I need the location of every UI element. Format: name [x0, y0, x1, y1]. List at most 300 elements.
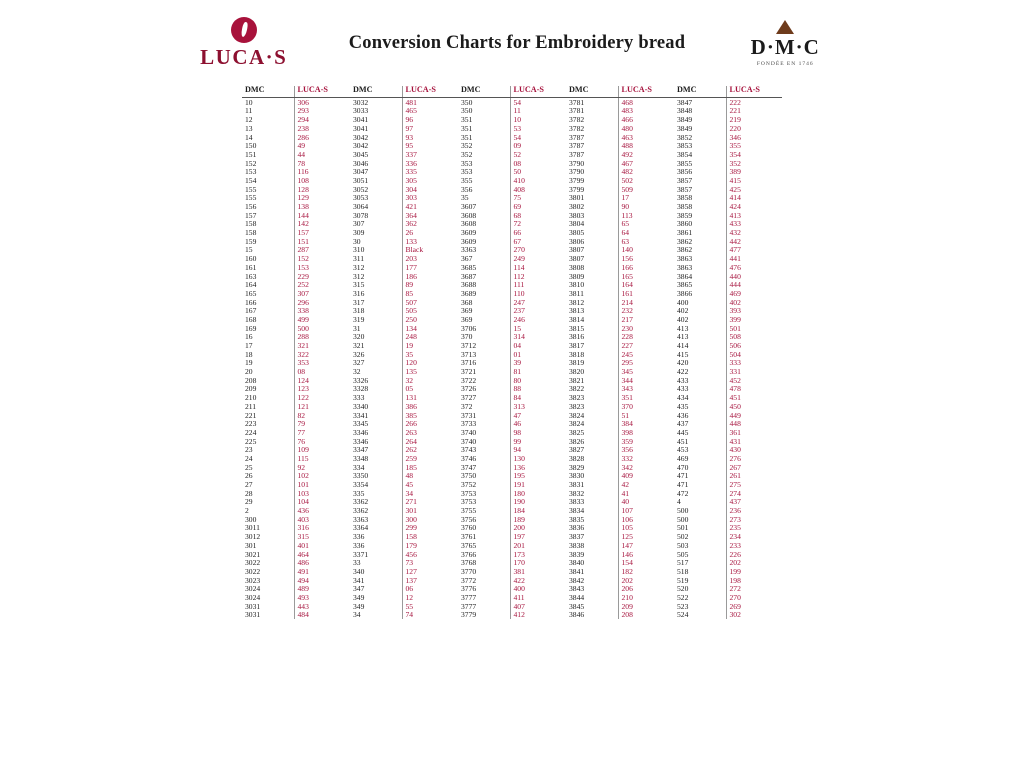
cell-lucas-code: 441 — [726, 255, 782, 264]
cell-lucas-code: 144 — [294, 211, 350, 220]
cell-lucas-code: 505 — [402, 307, 458, 316]
cell-dmc-code: 150 — [245, 141, 257, 151]
table-row — [242, 507, 782, 516]
cell-dmc-code: 3041 — [353, 115, 369, 125]
cell-dmc-code: 3863 — [677, 254, 693, 264]
cell-dmc-code: 19 — [245, 358, 253, 368]
cell-dmc-code: 3362 — [353, 506, 369, 516]
cell-dmc-code: 3790 — [569, 158, 585, 168]
cell-lucas-code: 385 — [402, 411, 458, 420]
cell-dmc-code: 413 — [677, 332, 689, 342]
cell-dmc-code: 470 — [677, 462, 689, 472]
cell-lucas-code: 351 — [618, 394, 674, 403]
cell-dmc-code: 3820 — [569, 367, 585, 377]
cell-lucas-code: 464 — [294, 550, 350, 559]
cell-lucas-code: 338 — [294, 307, 350, 316]
cell-dmc-code: 3819 — [569, 358, 585, 368]
cell-dmc-code: 163 — [245, 271, 257, 281]
cell-lucas-code: 173 — [510, 550, 566, 559]
cell-lucas-code: 501 — [726, 324, 782, 333]
cell-lucas-code: 94 — [510, 446, 566, 455]
cell-dmc-code: 12 — [245, 115, 253, 125]
cell-dmc-code: 3845 — [569, 601, 585, 611]
cell-lucas-code: 98 — [510, 428, 566, 437]
cell-dmc-code: 3828 — [569, 453, 585, 463]
cell-lucas-code: 431 — [726, 437, 782, 446]
cell-dmc-code: 3024 — [245, 592, 261, 602]
cell-lucas-code: 296 — [294, 298, 350, 307]
cell-dmc-code: 211 — [245, 401, 257, 411]
cell-dmc-code: 3740 — [461, 427, 477, 437]
cell-dmc-code: 340 — [353, 566, 365, 576]
cell-lucas-code: 04 — [510, 341, 566, 350]
cell-dmc-code: 349 — [353, 592, 365, 602]
cell-lucas-code: 477 — [726, 246, 782, 255]
cell-lucas-code: 414 — [726, 194, 782, 203]
cell-dmc-code: 3807 — [569, 245, 585, 255]
cell-dmc-code: 3608 — [461, 210, 477, 220]
cell-dmc-code: 3844 — [569, 592, 585, 602]
cell-dmc-code: 160 — [245, 254, 257, 264]
cell-dmc-code: 168 — [245, 314, 257, 324]
table-row — [242, 515, 782, 524]
cell-dmc-code: 327 — [353, 358, 365, 368]
cell-dmc-code: 3804 — [569, 219, 585, 229]
cell-lucas-code: 84 — [510, 394, 566, 403]
cell-lucas-code: 199 — [726, 567, 782, 576]
cell-dmc-code: 3858 — [677, 202, 693, 211]
cell-dmc-code: 16 — [245, 332, 253, 342]
cell-dmc-code: 415 — [677, 349, 689, 359]
cell-dmc-code: 472 — [677, 488, 689, 498]
cell-dmc-code: 3863 — [677, 262, 693, 272]
cell-dmc-code: 3042 — [353, 132, 369, 142]
cell-dmc-code: 3733 — [461, 419, 477, 429]
cell-lucas-code: 463 — [618, 133, 674, 142]
cell-dmc-code: 524 — [677, 610, 689, 620]
table-row — [242, 150, 782, 159]
cell-dmc-code: 23 — [245, 445, 253, 455]
table-row — [242, 385, 782, 394]
cell-dmc-code: 3848 — [677, 106, 693, 116]
cell-lucas-code: 384 — [618, 420, 674, 429]
table-row — [242, 350, 782, 359]
cell-lucas-code: 502 — [618, 176, 674, 185]
cell-lucas-code: 156 — [618, 255, 674, 264]
cell-dmc-code: 3609 — [461, 236, 477, 246]
cell-dmc-code: 3726 — [461, 384, 477, 394]
cell-dmc-code: 3772 — [461, 575, 477, 585]
column-header-dmc-3: DMC — [458, 86, 510, 98]
cell-dmc-code: 3609 — [461, 228, 477, 238]
cell-lucas-code: 331 — [726, 368, 782, 377]
cell-lucas-code: 125 — [618, 533, 674, 542]
cell-lucas-code: 203 — [402, 255, 458, 264]
cell-lucas-code: 307 — [294, 289, 350, 298]
cell-lucas-code: 248 — [402, 333, 458, 342]
table-row — [242, 420, 782, 429]
cell-dmc-code: 307 — [353, 219, 365, 229]
cell-lucas-code: 492 — [618, 150, 674, 159]
cell-dmc-code: 3766 — [461, 549, 477, 559]
cell-lucas-code: 342 — [618, 463, 674, 472]
cell-dmc-code: 3608 — [461, 219, 477, 229]
cell-lucas-code: 186 — [402, 272, 458, 281]
table-row — [242, 307, 782, 316]
cell-lucas-code: 92 — [294, 463, 350, 472]
cell-lucas-code: 235 — [726, 524, 782, 533]
cell-lucas-code: 226 — [726, 550, 782, 559]
cell-lucas-code: 506 — [726, 341, 782, 350]
cell-lucas-code: 316 — [294, 524, 350, 533]
cell-lucas-code: 344 — [618, 376, 674, 385]
cell-lucas-code: 468 — [618, 98, 674, 107]
cell-dmc-code: 519 — [677, 575, 689, 585]
cell-lucas-code: 401 — [294, 541, 350, 550]
cell-dmc-code: 34 — [353, 610, 361, 620]
cell-dmc-code: 3790 — [569, 167, 585, 177]
cell-dmc-code: 3722 — [461, 375, 477, 385]
table-row — [242, 567, 782, 576]
cell-lucas-code: 230 — [618, 324, 674, 333]
cell-lucas-code: 115 — [294, 454, 350, 463]
cell-dmc-code: 3835 — [569, 514, 585, 524]
table-row — [242, 315, 782, 324]
cell-dmc-code: 3810 — [569, 280, 585, 290]
cell-dmc-code: 471 — [677, 471, 689, 481]
cell-lucas-code: 228 — [618, 333, 674, 342]
table-row — [242, 211, 782, 220]
cell-dmc-code: 341 — [353, 575, 365, 585]
cell-dmc-code: 367 — [461, 254, 473, 264]
cell-dmc-code: 29 — [245, 497, 253, 507]
cell-dmc-code: 3607 — [461, 202, 477, 211]
cell-dmc-code: 159 — [245, 236, 257, 246]
cell-dmc-code: 31 — [353, 323, 361, 333]
cell-lucas-code: 400 — [510, 585, 566, 594]
cell-dmc-code: 3716 — [461, 358, 477, 368]
cell-lucas-code: 170 — [510, 559, 566, 568]
cell-lucas-code: 448 — [726, 420, 782, 429]
cell-dmc-code: 3836 — [569, 523, 585, 533]
cell-dmc-code: 300 — [245, 514, 257, 524]
cell-dmc-code: 3052 — [353, 184, 369, 194]
cell-lucas-code: 108 — [294, 176, 350, 185]
cell-lucas-code: 233 — [726, 541, 782, 550]
cell-lucas-code: 161 — [618, 289, 674, 298]
cell-dmc-code: 3031 — [245, 601, 261, 611]
column-header-dmc-2: DMC — [350, 86, 402, 98]
cell-lucas-code: 219 — [726, 116, 782, 125]
cell-dmc-code: 3731 — [461, 410, 477, 420]
cell-dmc-code: 3837 — [569, 532, 585, 542]
cell-dmc-code: 3776 — [461, 584, 477, 594]
cell-dmc-code: 155 — [245, 184, 257, 194]
cell-dmc-code: 2 — [245, 506, 249, 516]
cell-dmc-code: 3843 — [569, 584, 585, 594]
cell-dmc-code: 471 — [677, 480, 689, 489]
cell-dmc-code: 520 — [677, 584, 689, 594]
cell-dmc-code: 3831 — [569, 480, 585, 489]
conversion-table-wrap — [242, 86, 782, 619]
cell-lucas-code: 06 — [402, 585, 458, 594]
cell-lucas-code: 386 — [402, 402, 458, 411]
cell-dmc-code: 310 — [353, 245, 365, 255]
cell-lucas-code: 107 — [618, 507, 674, 516]
cell-lucas-code: 437 — [726, 498, 782, 507]
cell-dmc-code: 3809 — [569, 271, 585, 281]
cell-dmc-code: 3840 — [569, 558, 585, 568]
cell-lucas-code: 409 — [618, 472, 674, 481]
cell-dmc-code: 3803 — [569, 210, 585, 220]
cell-lucas-code: 72 — [510, 220, 566, 229]
table-row — [242, 576, 782, 585]
cell-lucas-code: 356 — [618, 446, 674, 455]
cell-dmc-code: 3818 — [569, 349, 585, 359]
cell-lucas-code: 266 — [402, 420, 458, 429]
cell-lucas-code: 76 — [294, 437, 350, 446]
cell-lucas-code: 177 — [402, 263, 458, 272]
cell-lucas-code: 421 — [402, 202, 458, 211]
cell-lucas-code: 135 — [402, 368, 458, 377]
cell-dmc-code: 350 — [461, 106, 473, 116]
cell-dmc-code: 352 — [461, 141, 473, 151]
table-row — [242, 281, 782, 290]
table-row — [242, 489, 782, 498]
cell-lucas-code: 407 — [510, 602, 566, 611]
cell-lucas-code: 361 — [726, 428, 782, 437]
cell-dmc-code: 18 — [245, 349, 253, 359]
cell-lucas-code: 424 — [726, 202, 782, 211]
cell-lucas-code: 410 — [510, 176, 566, 185]
cell-lucas-code: 217 — [618, 315, 674, 324]
cell-lucas-code: 103 — [294, 489, 350, 498]
cell-lucas-code: 120 — [402, 359, 458, 368]
cell-dmc-code: 445 — [677, 427, 689, 437]
cell-dmc-code: 3022 — [245, 566, 261, 576]
cell-lucas-code: 52 — [510, 150, 566, 159]
table-row — [242, 124, 782, 133]
cell-dmc-code: 3830 — [569, 471, 585, 481]
cell-lucas-code: 478 — [726, 385, 782, 394]
cell-dmc-code: 30 — [353, 236, 361, 246]
cell-lucas-code: 286 — [294, 133, 350, 142]
cell-lucas-code: 50 — [510, 168, 566, 177]
table-row — [242, 480, 782, 489]
cell-lucas-code: 124 — [294, 376, 350, 385]
cell-dmc-code: 3740 — [461, 436, 477, 446]
table-row — [242, 394, 782, 403]
cell-dmc-code: 3326 — [353, 375, 369, 385]
cell-dmc-code: 315 — [353, 280, 365, 290]
cell-lucas-code: 138 — [294, 202, 350, 211]
cell-dmc-code: 3853 — [677, 141, 693, 151]
table-row — [242, 324, 782, 333]
cell-dmc-code: 321 — [353, 341, 365, 350]
cell-lucas-code: 49 — [294, 142, 350, 151]
cell-dmc-code: 158 — [245, 228, 257, 238]
cell-dmc-code: 3811 — [569, 288, 584, 298]
cell-dmc-code: 223 — [245, 419, 257, 429]
cell-lucas-code: 88 — [510, 385, 566, 394]
cell-dmc-code: 3042 — [353, 141, 369, 151]
cell-lucas-code: 46 — [510, 420, 566, 429]
cell-lucas-code: 123 — [294, 385, 350, 394]
cell-dmc-code: 3777 — [461, 601, 477, 611]
cell-dmc-code: 3781 — [569, 97, 585, 107]
cell-dmc-code: 351 — [461, 123, 473, 133]
cell-lucas-code: 129 — [294, 194, 350, 203]
cell-dmc-code: 317 — [353, 297, 365, 307]
cell-dmc-code: 3753 — [461, 488, 477, 498]
cell-dmc-code: 368 — [461, 297, 473, 307]
cell-dmc-code: 3765 — [461, 540, 477, 550]
cell-lucas-code: 343 — [618, 385, 674, 394]
cell-lucas-code: 467 — [618, 159, 674, 168]
cell-dmc-code: 4 — [677, 497, 681, 507]
cell-lucas-code: 494 — [294, 576, 350, 585]
cell-dmc-code: 20 — [245, 367, 253, 377]
cell-dmc-code: 3032 — [353, 97, 369, 107]
cell-dmc-code: 3354 — [353, 480, 369, 489]
cell-lucas-code: 15 — [510, 324, 566, 333]
cell-lucas-code: 398 — [618, 428, 674, 437]
cell-lucas-code: 430 — [726, 446, 782, 455]
cell-dmc-code: 3808 — [569, 262, 585, 272]
cell-lucas-code: 451 — [726, 394, 782, 403]
cell-dmc-code: 451 — [677, 436, 689, 446]
cell-lucas-code: 436 — [294, 507, 350, 516]
cell-lucas-code: 220 — [726, 124, 782, 133]
cell-dmc-code: 3824 — [569, 410, 585, 420]
cell-lucas-code: 133 — [402, 237, 458, 246]
cell-dmc-code: 3023 — [245, 575, 261, 585]
table-row — [242, 194, 782, 203]
cell-lucas-code: 106 — [618, 515, 674, 524]
lucas-brand-name: LUCA·S — [200, 44, 288, 69]
table-row — [242, 107, 782, 116]
cell-dmc-code: 3826 — [569, 436, 585, 446]
cell-dmc-code: 3847 — [677, 97, 693, 107]
cell-lucas-code: 122 — [294, 394, 350, 403]
cell-dmc-code: 3752 — [461, 480, 477, 489]
cell-lucas-code: 335 — [402, 168, 458, 177]
cell-lucas-code: 489 — [294, 585, 350, 594]
cell-lucas-code: 269 — [726, 602, 782, 611]
cell-dmc-code: 3849 — [677, 123, 693, 133]
cell-dmc-code: 3849 — [677, 115, 693, 125]
cell-lucas-code: 481 — [402, 98, 458, 107]
cell-dmc-code: 3721 — [461, 367, 477, 377]
cell-dmc-code: 436 — [677, 410, 689, 420]
cell-lucas-code: 359 — [618, 437, 674, 446]
cell-dmc-code: 351 — [461, 132, 473, 142]
cell-dmc-code: 435 — [677, 401, 689, 411]
cell-dmc-code: 3346 — [353, 436, 369, 446]
cell-lucas-code: 197 — [510, 533, 566, 542]
cell-dmc-code: 3814 — [569, 314, 585, 324]
cell-dmc-code: 349 — [353, 601, 365, 611]
cell-lucas-code: 508 — [726, 333, 782, 342]
cell-lucas-code: 247 — [510, 298, 566, 307]
cell-dmc-code: 3856 — [677, 167, 693, 177]
cell-dmc-code: 3024 — [245, 584, 261, 594]
cell-dmc-code: 10 — [245, 97, 253, 107]
cell-dmc-code: 414 — [677, 341, 689, 350]
cell-dmc-code: 3787 — [569, 141, 585, 151]
cell-lucas-code: 08 — [510, 159, 566, 168]
cell-lucas-code: 301 — [402, 507, 458, 516]
table-row — [242, 559, 782, 568]
table-row — [242, 437, 782, 446]
cell-lucas-code: 402 — [726, 298, 782, 307]
cell-lucas-code: 452 — [726, 376, 782, 385]
cell-lucas-code: 229 — [294, 272, 350, 281]
cell-dmc-code: 3713 — [461, 349, 477, 359]
cell-lucas-code: 302 — [726, 611, 782, 620]
cell-lucas-code: 81 — [510, 368, 566, 377]
cell-dmc-code: 28 — [245, 488, 253, 498]
cell-lucas-code: 190 — [510, 498, 566, 507]
cell-lucas-code: 221 — [726, 107, 782, 116]
cell-lucas-code: 412 — [510, 611, 566, 620]
cell-lucas-code: 147 — [618, 541, 674, 550]
cell-dmc-code: 3832 — [569, 488, 585, 498]
cell-dmc-code: 3787 — [569, 132, 585, 142]
table-row — [242, 272, 782, 281]
cell-lucas-code: 267 — [726, 463, 782, 472]
cell-dmc-code: 500 — [677, 506, 689, 516]
cell-dmc-code: 151 — [245, 149, 257, 159]
cell-lucas-code: 415 — [726, 176, 782, 185]
cell-lucas-code: 51 — [618, 411, 674, 420]
cell-dmc-code: 3864 — [677, 271, 693, 281]
cell-lucas-code: 113 — [618, 211, 674, 220]
cell-lucas-code: 201 — [510, 541, 566, 550]
cell-lucas-code: 19 — [402, 341, 458, 350]
cell-dmc-code: 336 — [353, 532, 365, 542]
cell-lucas-code: 202 — [618, 576, 674, 585]
cell-lucas-code: 293 — [294, 107, 350, 116]
cell-dmc-code: 316 — [353, 288, 365, 298]
table-row — [242, 333, 782, 342]
conversion-table — [242, 86, 782, 619]
cell-dmc-code: 433 — [677, 384, 689, 394]
cell-dmc-code: 3781 — [569, 106, 585, 116]
cell-lucas-code: 34 — [402, 489, 458, 498]
cell-dmc-code: 3760 — [461, 523, 477, 533]
cell-dmc-code: 402 — [677, 306, 689, 316]
cell-dmc-code: 24 — [245, 453, 253, 463]
table-row — [242, 541, 782, 550]
table-row — [242, 524, 782, 533]
cell-dmc-code: 3822 — [569, 384, 585, 394]
table-row — [242, 411, 782, 420]
cell-dmc-code: 3350 — [353, 471, 369, 481]
cell-dmc-code: 3756 — [461, 514, 477, 524]
cell-lucas-code: 262 — [402, 446, 458, 455]
dmc-brand-name: D·M·C — [750, 34, 820, 59]
cell-dmc-code: 352 — [461, 149, 473, 159]
table-row — [242, 202, 782, 211]
cell-dmc-code: 3348 — [353, 453, 369, 463]
cell-lucas-code: 146 — [618, 550, 674, 559]
cell-dmc-code: 502 — [677, 532, 689, 542]
cell-dmc-code: 3842 — [569, 575, 585, 585]
cell-dmc-code: 158 — [245, 219, 257, 229]
cell-lucas-code: 306 — [294, 98, 350, 107]
cell-dmc-code: 3031 — [245, 610, 261, 620]
